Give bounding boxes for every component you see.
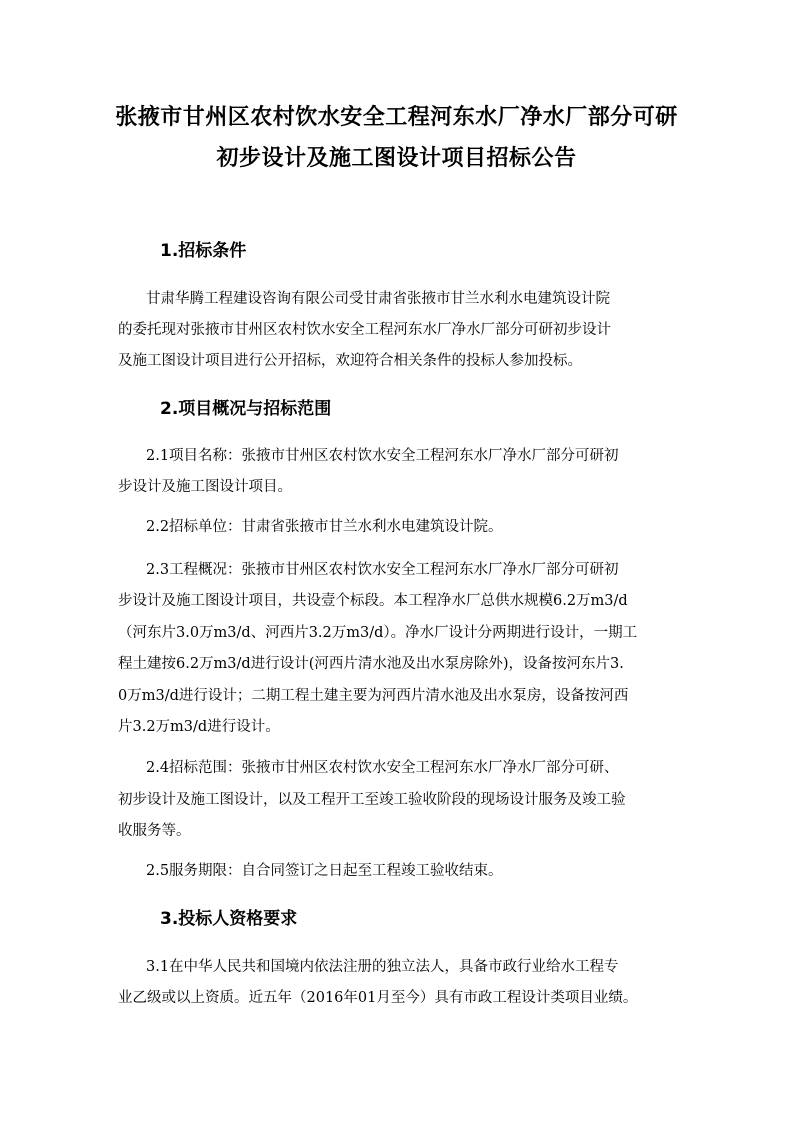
section-3-heading: 3.投标人资格要求 [160,909,298,929]
document-title-line-1: 张掖市甘州区农村饮水安全工程河东水厂净水厂部分可研 [115,105,678,130]
paragraph-3-1-line: 3.1在中华人民共和国境内依法注册的独立法人，具备市政行业给水工程专 [146,959,619,975]
paragraph-2-4-line: 收服务等。 [118,823,191,839]
paragraph-2-1-line: 步设计及施工图设计项目。 [118,479,292,495]
section-1-line: 及施工图设计项目进行公开招标，欢迎符合相关条件的投标人参加投标。 [118,353,582,369]
paragraph-2-2-line: 2.2招标单位：甘肃省张掖市甘兰水利水电建筑设计院。 [146,519,503,535]
section-1-line: 甘肃华腾工程建设咨询有限公司受甘肃省张掖市甘兰水利水电建筑设计院 [146,291,610,307]
section-2-heading: 2.项目概况与招标范围 [160,399,332,419]
paragraph-2-3-line: 2.3工程概况：张掖市甘州区农村饮水安全工程河东水厂净水厂部分可研初 [146,562,619,578]
document-title-line-2: 初步设计及施工图设计项目招标公告 [216,146,577,171]
paragraph-2-3-line: 程土建按6.2万m3/d进行设计(河西片清水池及出水泵房除外)，设备按河东片3. [118,656,624,672]
paragraph-3-1-line: 业乙级或以上资质。近五年（2016年01月至今）具有市政工程设计类项目业绩。 [118,990,638,1006]
paragraph-2-3-line: 0万m3/d进行设计；二期工程土建主要为河西片清水池及出水泵房，设备按河西 [118,688,629,704]
paragraph-2-4-line: 2.4招标范围：张掖市甘州区农村饮水安全工程河东水厂净水厂部分可研、 [146,760,619,776]
paragraph-2-1-line: 2.1项目名称：张掖市甘州区农村饮水安全工程河东水厂净水厂部分可研初 [146,448,619,464]
section-1-line: 的委托现对张掖市甘州区农村饮水安全工程河东水厂净水厂部分可研初步设计 [118,322,611,338]
paragraph-2-3-line: 步设计及施工图设计项目，共设壹个标段。本工程净水厂总供水规模6.2万m3/d [118,593,628,609]
paragraph-2-5-line: 2.5服务期限：自合同签订之日起至工程竣工验收结束。 [146,863,503,879]
paragraph-2-4-line: 初步设计及施工图设计，以及工程开工至竣工验收阶段的现场设计服务及竣工验 [118,792,626,808]
section-1-heading: 1.招标条件 [160,241,247,261]
paragraph-2-3-line: （河东片3.0万m3/d、河西片3.2万m3/d）。净水厂设计分两期进行设计，一期工 [118,625,638,641]
paragraph-2-3-line: 片3.2万m3/d进行设计。 [118,719,280,735]
